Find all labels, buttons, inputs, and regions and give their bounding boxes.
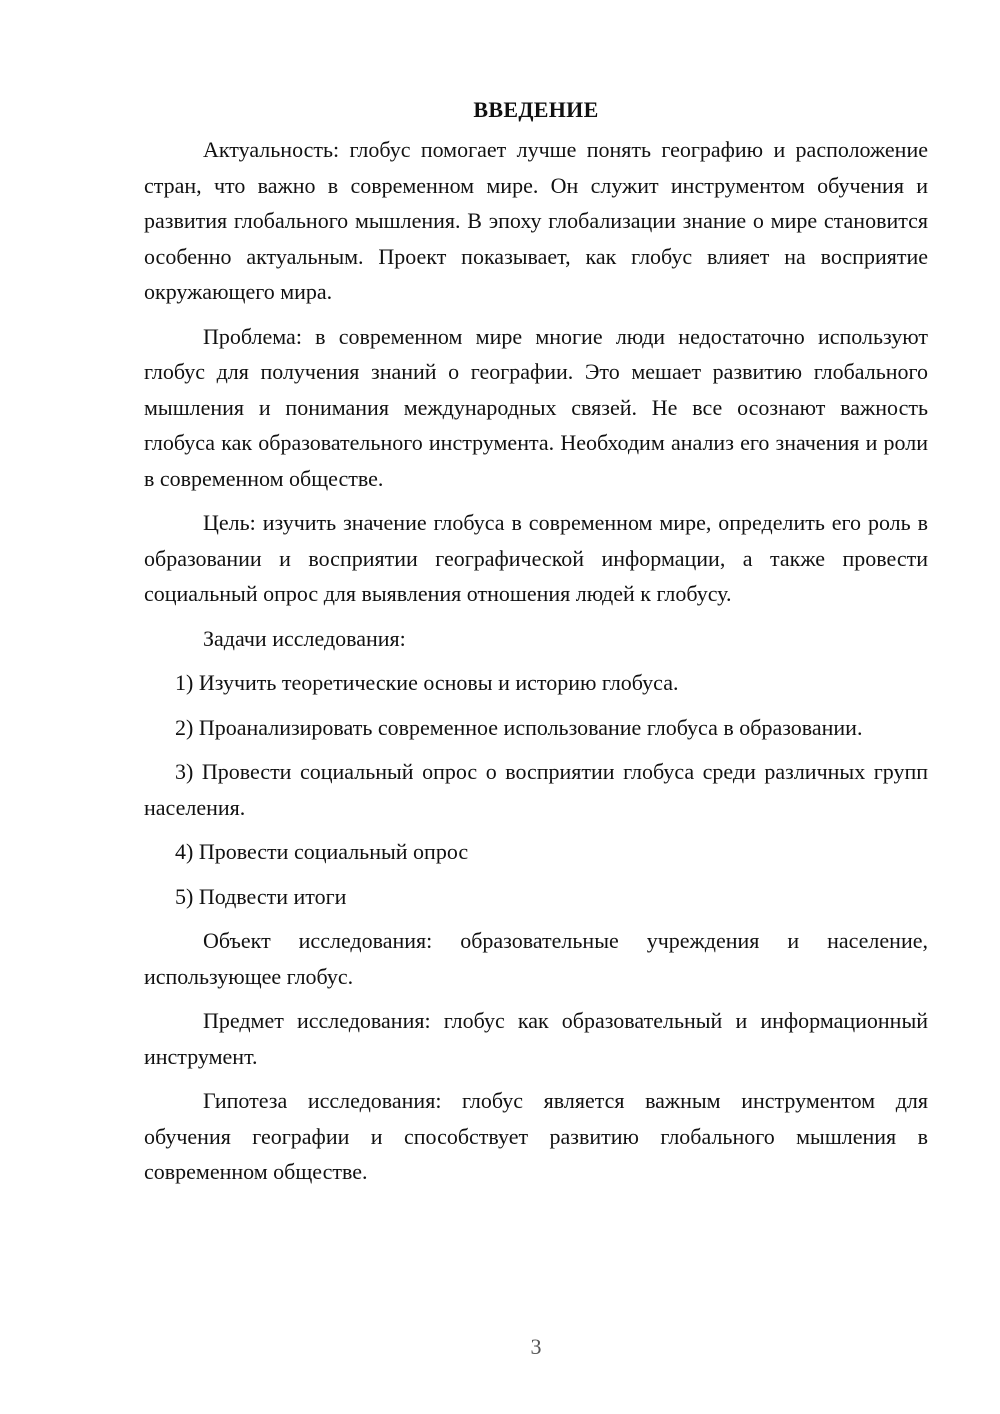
paragraph-goal: Цель: изучить значение глобуса в современном мире, определить его роль в образовании и восприятии географической информации, а также провести социальный опрос для выявления отношения людей к глобусу.	[144, 510, 928, 606]
task-item: 3) Провести социальный опрос о восприятии глобуса среди различных групп населения.	[144, 759, 928, 820]
page-title: ВВЕДЕНИЕ	[473, 97, 599, 122]
task-item: 1) Изучить теоретические основы и историю глобуса.	[175, 670, 679, 695]
paragraph-subject: Предмет исследования: глобус как образовательный и информационный инструмент.	[144, 1008, 928, 1069]
task-item: 5) Подвести итоги	[175, 883, 347, 909]
page-number: 3	[530, 1334, 542, 1359]
task-item: 4) Провести социальный опрос	[175, 839, 469, 864]
task-item: 2) Проанализировать современное использование глобуса в образовании.	[175, 714, 863, 740]
paragraph-problem: Проблема: в современном мире многие люди недостаточно используют глобус для получения знаний о географии. Это мешает развитию глобального мышления и понимания международных связей. Не все осознают важность глобуса как образовательного инструмента. Необходим анализ его значения и роли в современном обществе.	[144, 323, 928, 491]
page-content	[144, 92, 928, 1199]
paragraph-relevance: Актуальность: глобус помогает лучше понять географию и расположение стран, что важно в современном мире. Он служит инструментом обучения и развития глобального мышления. В эпоху глобализации знание о мире становится особенно актуальным. Проект показывает, как глобус влияет на восприятие окружающего мира.	[144, 137, 928, 304]
tasks-heading: Задачи исследования:	[203, 625, 406, 651]
paragraph-hypothesis: Гипотеза исследования: глобус является важным инструментом для обучения географии и способствует развитию глобального мышления в современном обществе.	[144, 1088, 928, 1184]
paragraph-object: Объект исследования: образовательные учреждения и население, использующее глобус.	[144, 928, 928, 989]
